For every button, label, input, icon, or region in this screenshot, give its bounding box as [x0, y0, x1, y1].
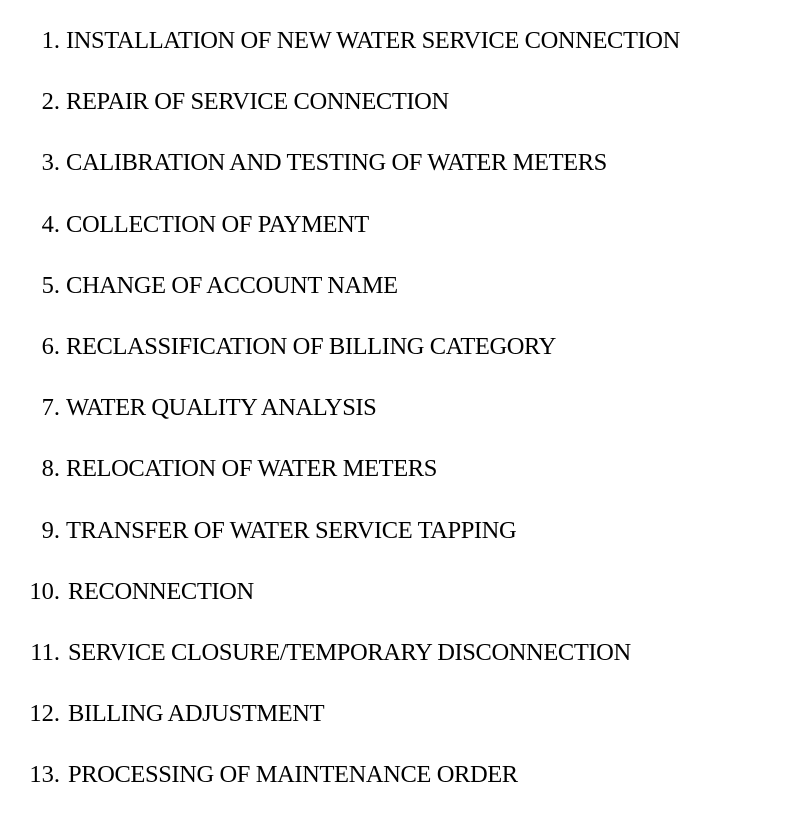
- item-number: 8.: [41, 455, 60, 483]
- item-number: 1.: [41, 27, 60, 54]
- list-item: [0, 450, 787, 511]
- item-text: RECONNECTION: [68, 577, 254, 605]
- item-number: 12.: [29, 700, 60, 728]
- item-text: INSTALLATION OF NEW WATER SERVICE CONNECTION: [66, 27, 680, 54]
- item-text: RELOCATION OF WATER METERS: [66, 455, 437, 483]
- item-text: COLLECTION OF PAYMENT: [66, 210, 369, 238]
- item-number: 7.: [41, 394, 60, 422]
- list-item: [0, 328, 787, 389]
- list-item: [0, 83, 787, 144]
- item-number: 2.: [41, 88, 60, 116]
- item-text: CALIBRATION AND TESTING OF WATER METERS: [66, 149, 607, 177]
- item-text: RECLASSIFICATION OF BILLING CATEGORY: [66, 332, 556, 360]
- item-text: CHANGE OF ACCOUNT NAME: [66, 271, 398, 299]
- item-number: 5.: [41, 271, 60, 299]
- item-text: PROCESSING OF MAINTENANCE ORDER: [68, 761, 518, 789]
- item-number: 13.: [29, 761, 60, 789]
- list-item: [0, 22, 787, 83]
- services-list: [0, 22, 787, 817]
- list-item: [0, 144, 787, 205]
- item-text: BILLING ADJUSTMENT: [68, 700, 325, 728]
- item-number: 3.: [41, 149, 60, 177]
- list-item: [0, 634, 787, 695]
- item-text: TRANSFER OF WATER SERVICE TAPPING: [66, 516, 517, 544]
- list-item: [0, 573, 787, 634]
- item-text: SERVICE CLOSURE/TEMPORARY DISCONNECTION: [68, 638, 631, 666]
- item-number: 9.: [41, 516, 60, 544]
- item-text: REPAIR OF SERVICE CONNECTION: [66, 88, 449, 116]
- list-item: [0, 695, 787, 756]
- list-item: [0, 512, 787, 573]
- list-item: [0, 756, 787, 817]
- item-number: 11.: [30, 638, 60, 666]
- item-text: WATER QUALITY ANALYSIS: [66, 394, 377, 422]
- list-item: [0, 267, 787, 328]
- item-number: 4.: [41, 210, 60, 238]
- item-number: 10.: [29, 577, 60, 605]
- list-item: [0, 389, 787, 450]
- list-item: [0, 206, 787, 267]
- item-number: 6.: [41, 332, 60, 360]
